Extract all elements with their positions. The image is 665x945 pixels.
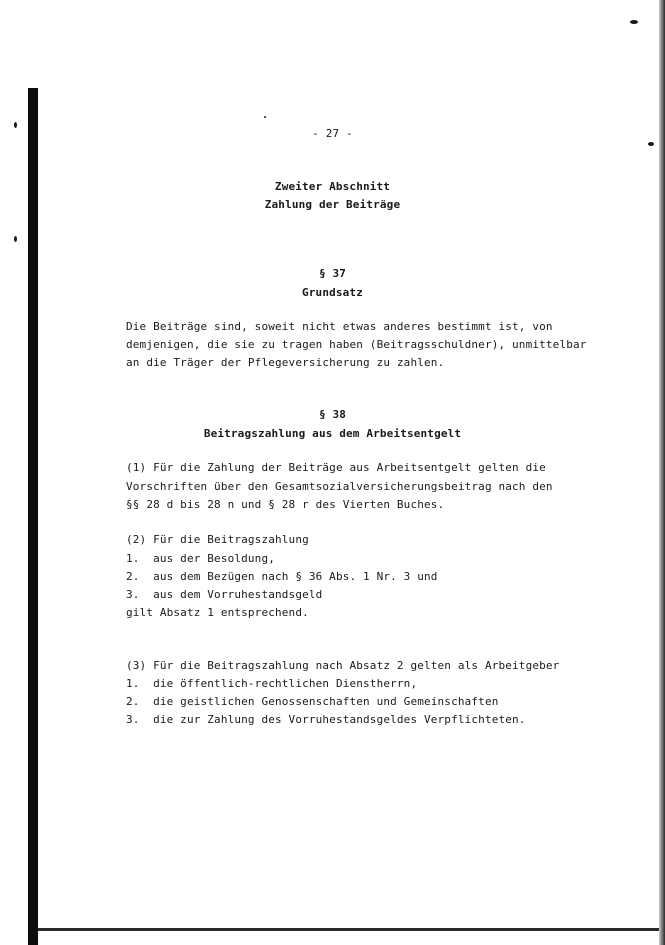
scan-speck xyxy=(630,20,638,24)
scan-page-edge xyxy=(659,0,665,945)
body-line: Vorschriften über den Gesamtsozialversicherungsbeitrag nach den xyxy=(126,480,553,493)
section-title: Zweiter Abschnitt xyxy=(274,180,391,193)
body-line: Die Beiträge sind, soweit nicht etwas anderes bestimmt ist, von xyxy=(126,320,553,333)
paragraph-38-title: Beitragszahlung aus dem Arbeitsentgelt xyxy=(203,427,462,440)
body-line: §§ 28 d bis 28 n und § 28 r des Vierten Buches. xyxy=(126,498,445,511)
scan-speck xyxy=(14,236,17,242)
list-item: 2. die geistlichen Genossenschaften und Gemeinschaften xyxy=(126,695,499,708)
scan-bottom-edge xyxy=(38,928,659,931)
paragraph-37-number: § 37 xyxy=(318,267,347,280)
page-number: - 27 - xyxy=(312,127,353,140)
body-line: demjenigen, die sie zu tragen haben (Beitragsschuldner), unmittelbar xyxy=(126,338,587,351)
section-subtitle: Zahlung der Beiträge xyxy=(264,198,401,211)
body-line: (1) Für die Zahlung der Beiträge aus Arbeitsentgelt gelten die xyxy=(126,461,546,474)
paragraph-38-number: § 38 xyxy=(318,408,347,421)
body-line: gilt Absatz 1 entsprechend. xyxy=(126,606,309,619)
scan-speck xyxy=(648,142,654,146)
list-item: 2. aus dem Bezügen nach § 36 Abs. 1 Nr. 3 und xyxy=(126,570,438,583)
body-line: (3) Für die Beitragszahlung nach Absatz 2 gelten als Arbeitgeber xyxy=(126,659,560,672)
list-item: 1. aus der Besoldung, xyxy=(126,552,275,565)
list-item: 3. die zur Zahlung des Vorruhestandsgeldes Verpflichteten. xyxy=(126,713,526,726)
list-item: 1. die öffentlich-rechtlichen Dienstherrn, xyxy=(126,677,418,690)
scan-margin-bar xyxy=(28,88,38,945)
scan-speck xyxy=(264,116,266,118)
body-line: an die Träger der Pflegeversicherung zu zahlen. xyxy=(126,356,445,369)
paragraph-37-title: Grundsatz xyxy=(302,286,363,299)
list-item: 3. aus dem Vorruhestandsgeld xyxy=(126,588,323,601)
body-line: (2) Für die Beitragszahlung xyxy=(126,533,309,546)
